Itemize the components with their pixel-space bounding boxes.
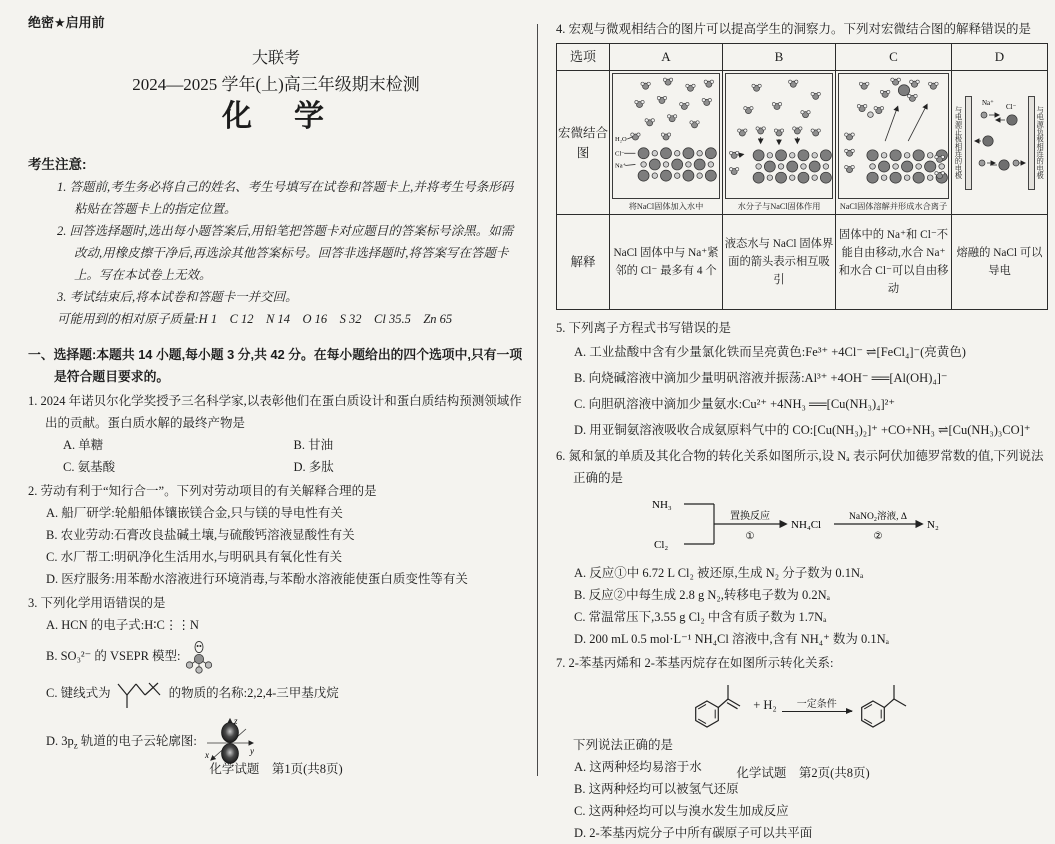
positive-electrode-label: 与电源正极相连的电极 bbox=[954, 106, 964, 179]
molten-nacl-electrolysis-diagram bbox=[953, 79, 1046, 207]
q5-option-d: D. 用亚铜氨溶液吸收合成氨原料气中的 CO:[Cu(NH₃)₂]⁺ +CO+NH₃ ⇌[Cu(NH₃)₃CO]⁺ bbox=[574, 423, 1031, 437]
svg-text:②: ② bbox=[873, 531, 883, 542]
q4-diagram-b-cell bbox=[723, 71, 836, 215]
notice-item: 3. 考试结束后,将本试卷和答题卡一并交回。 bbox=[57, 290, 298, 304]
svg-text:H₂O: H₂O bbox=[615, 136, 627, 144]
q4-diagram-d-cell bbox=[952, 71, 1048, 215]
q2-option-b: B. 农业劳动:石膏改良盐碱土壤,与硫酸钙溶液显酸性有关 bbox=[46, 528, 355, 542]
page-2 bbox=[556, 16, 1050, 844]
exam-session-title: 2024—2025 学年(上)高三年级期末检测 bbox=[132, 75, 420, 94]
svg-text:y: y bbox=[249, 746, 254, 756]
svg-text:N₂: N₂ bbox=[927, 519, 939, 531]
svg-text:x: x bbox=[204, 750, 209, 760]
phenylpropane-structure bbox=[857, 676, 915, 734]
svg-text:NaNO₂溶液, Δ: NaNO₂溶液, Δ bbox=[849, 512, 907, 522]
water-acting-on-nacl-diagram bbox=[725, 73, 833, 199]
q7-option-d: D. 2-苯基丙烷分子中所有碳原子可以共平面 bbox=[574, 826, 813, 840]
q4-explanation-a: NaCl 固体中与 Na⁺紧邻的 Cl⁻ 最多有 4 个 bbox=[610, 215, 723, 310]
q3-stem: 3. 下列化学用语错误的是 bbox=[28, 596, 166, 610]
migrating-ions-figure bbox=[974, 93, 1026, 193]
electrode-bar bbox=[965, 96, 972, 190]
page-1 bbox=[28, 12, 524, 776]
q6-conversion-diagram bbox=[556, 491, 1050, 560]
subject-title: 化 学 bbox=[222, 100, 330, 133]
svg-text:Cl₂: Cl₂ bbox=[654, 539, 669, 551]
question-5 bbox=[556, 317, 1050, 443]
q7-reaction-scheme bbox=[556, 676, 1050, 734]
q4-table bbox=[556, 43, 1048, 310]
q7-option-a: A. 这两种烃均易溶于水 bbox=[574, 760, 702, 774]
q7-option-c: C. 这两种烃均可以与溴水发生加成反应 bbox=[574, 804, 789, 818]
question-6 bbox=[556, 445, 1050, 650]
q6-option-b: B. 反应②中每生成 2.8 g N₂,转移电子数为 0.2Nₐ bbox=[574, 588, 831, 602]
q7-reaction-condition: 一定条件 bbox=[796, 698, 837, 710]
q4-stem: 4. 宏观与微观相结合的图片可以提高学生的洞察力。下列对宏微结合图的解释错误的是 bbox=[556, 22, 1032, 36]
q3-option-d-text-suffix: 轨道的电子云轮廓图: bbox=[77, 733, 197, 748]
negative-electrode-label: 与电源负极相连的电极 bbox=[1036, 106, 1046, 179]
q7-stem: 7. 2-苯基丙烯和 2-苯基丙烷存在如图所示转化关系: bbox=[556, 656, 834, 670]
q4-row-label-explanation: 解释 bbox=[557, 215, 610, 310]
q2-option-a: A. 船厂研学:轮船船体镶嵌镁合金,只与镁的导电性有关 bbox=[46, 506, 343, 520]
svg-text:Na⁺: Na⁺ bbox=[615, 162, 627, 170]
q3-option-c bbox=[28, 678, 524, 710]
q4-col-header: 选项 bbox=[557, 44, 610, 71]
q4-explanation-c: 固体中的 Na⁺和 Cl⁻不能自由移动,水合 Na⁺和水合 Cl⁻可以自由移动 bbox=[836, 215, 952, 310]
q4-explanation-b: 液态水与 NaCl 固体界面的箭头表示相互吸引 bbox=[723, 215, 836, 310]
svg-text:NH₃: NH₃ bbox=[652, 499, 672, 511]
q4-col-header: A bbox=[610, 44, 723, 71]
q1-option-b: B. 甘油 bbox=[293, 438, 334, 452]
q5-option-c: C. 向胆矾溶液中滴加少量氨水:Cu²⁺ +4NH₃ ══[Cu(NH₃)₄]²⁺ bbox=[574, 397, 896, 411]
q4-diagram-c-caption: NaCl固体溶解并形成水合离子 bbox=[839, 202, 948, 211]
question-1 bbox=[28, 390, 524, 478]
q7-plus-h2: + H₂ bbox=[753, 698, 777, 712]
q4-diagram-a-caption: 将NaCl固体加入水中 bbox=[628, 202, 704, 211]
q7-option-b: B. 这两种烃均可以被氢气还原 bbox=[574, 782, 739, 796]
q3-option-d-subscript: z bbox=[73, 740, 78, 751]
question-4 bbox=[556, 18, 1050, 310]
q1-options bbox=[28, 434, 524, 478]
q4-row-label-diagrams: 宏微结合图 bbox=[557, 71, 610, 215]
atomic-masses-line: 可能用到的相对原子质量:H 1 C 12 N 14 O 16 S 32 Cl 35.5 Zn 65 bbox=[57, 312, 453, 326]
question-2 bbox=[28, 480, 524, 590]
q4-explanation-row bbox=[557, 215, 1048, 310]
examinee-notices bbox=[28, 176, 524, 330]
q6-stem: 6. 氮和氯的单质及其化合物的转化关系如图所示,设 Nₐ 表示阿伏加德罗常数的值,下列说法正确的是 bbox=[556, 449, 1044, 485]
q1-option-a: A. 单糖 bbox=[63, 438, 104, 452]
q4-diagram-c-cell bbox=[836, 71, 952, 215]
svg-text:置换反应: 置换反应 bbox=[730, 511, 770, 522]
q7-reaction-arrow bbox=[781, 699, 853, 712]
q6-option-a: A. 反应①中 6.72 L Cl₂ 被还原,生成 N₂ 分子数为 0.1Nₐ bbox=[574, 566, 864, 580]
question-3 bbox=[28, 592, 524, 770]
notice-item: 2. 回答选择题时,选出每小题答案后,用铅笔把答题卡对应题目的答案标号涂黑。如需改动,用橡皮擦干净后,再选涂其他答案标号。回答非选择题时,将答案写在答题卡上。写在本试卷上无效。 bbox=[57, 224, 514, 282]
svg-text:Cl⁻: Cl⁻ bbox=[615, 150, 625, 158]
q3-option-d-text-prefix: D. 3p bbox=[46, 733, 74, 748]
q2-stem: 2. 劳动有利于“知行合一”。下列对劳动项目的有关解释合理的是 bbox=[28, 484, 377, 498]
q4-col-header: B bbox=[723, 44, 836, 71]
q6-option-d: D. 200 mL 0.5 mol·L⁻¹ NH₄Cl 溶液中,含有 NH₄⁺ 数为 0.1Nₐ bbox=[574, 632, 890, 646]
q1-stem: 1. 2024 年诺贝尔化学奖授予三名科学家,以表彰他们在蛋白质设计和蛋白质结构预测领域作出的贡献。蛋白质水解的最终产物是 bbox=[28, 394, 522, 430]
q3-option-a: A. HCN 的电子式:H∶C⋮⋮N bbox=[46, 618, 199, 632]
q1-option-c: C. 氨基酸 bbox=[63, 460, 116, 474]
q6-option-c: C. 常温常压下,3.55 g Cl₂ 中含有质子数为 1.7Nₐ bbox=[574, 610, 827, 624]
electrode-bar bbox=[1028, 96, 1035, 190]
q3-option-b-text: B. SO₃²⁻ 的 VSEPR 模型: bbox=[46, 648, 181, 663]
q4-explanation-d: 熔融的 NaCl 可以导电 bbox=[952, 215, 1048, 310]
q5-option-b: B. 向烧碱溶液中滴加少量明矾溶液并振荡:Al³⁺ +4OH⁻ ══[Al(OH)₄]⁻ bbox=[574, 371, 948, 385]
q5-option-a: A. 工业盐酸中含有少量氯化铁而呈亮黄色:Fe³⁺ +4Cl⁻ ⇌[FeCl₄]⁻(亮黄色) bbox=[574, 345, 966, 359]
vsepr-model-image bbox=[184, 639, 214, 675]
notice-item: 1. 答题前,考生务必将自己的姓名、考生号填写在试卷和答题卡上,并将考生号条形码粘贴在答题卡上的指定位置。 bbox=[57, 180, 514, 216]
nacl-in-water-diagram bbox=[612, 73, 720, 199]
section-1-heading: 一、选择题:本题共 14 小题,每小题 3 分,共 42 分。在每小题给出的四个选项中,只有一项是符合题目要求的。 bbox=[28, 347, 523, 384]
q3-option-c-text-prefix: C. 键线式为 bbox=[46, 685, 111, 700]
q4-diagram-b-caption: 水分子与NaCl固体作用 bbox=[737, 202, 821, 211]
q2-option-c: C. 水厂帮工:明矾净化生活用水,与明矾具有氧化性有关 bbox=[46, 550, 343, 564]
svg-text:Cl⁻: Cl⁻ bbox=[1005, 102, 1016, 111]
svg-text:NH₄Cl: NH₄Cl bbox=[791, 519, 822, 531]
q4-col-header: D bbox=[952, 44, 1048, 71]
q5-stem: 5. 下列离子方程式书写错误的是 bbox=[556, 321, 732, 335]
svg-text:z: z bbox=[233, 716, 238, 726]
page-2-footer: 化学试题 第2页(共8页) bbox=[736, 766, 870, 780]
security-marking: 绝密★启用前 bbox=[28, 15, 105, 30]
svg-text:Na⁺: Na⁺ bbox=[981, 98, 994, 107]
q3-option-b bbox=[28, 639, 524, 675]
page-divider bbox=[537, 24, 538, 776]
q1-option-d: D. 多肽 bbox=[293, 460, 334, 474]
q3-option-c-text-suffix: 的物质的名称:2,2,4-三甲基戊烷 bbox=[168, 685, 339, 700]
q4-diagram-row bbox=[557, 71, 1048, 215]
q4-col-header: C bbox=[836, 44, 952, 71]
q4-diagram-a-cell bbox=[610, 71, 723, 215]
q4-table-header-row bbox=[557, 44, 1048, 71]
phenylpropene-structure bbox=[691, 676, 749, 734]
q7-substem: 下列说法正确的是 bbox=[573, 738, 674, 752]
arrow-line bbox=[782, 711, 852, 712]
q2-option-d: D. 医疗服务:用苯酚水溶液进行环境消毒,与苯酚水溶液能使蛋白质变性等有关 bbox=[46, 572, 468, 586]
skeletal-formula-image bbox=[114, 678, 166, 710]
svg-text:①: ① bbox=[745, 531, 755, 542]
notice-heading: 考生注意: bbox=[28, 157, 87, 172]
page-1-footer: 化学试题 第1页(共8页) bbox=[209, 762, 343, 776]
question-7 bbox=[556, 652, 1050, 844]
nacl-dissolving-diagram bbox=[838, 73, 949, 199]
exam-series-title: 大联考 bbox=[251, 50, 300, 67]
